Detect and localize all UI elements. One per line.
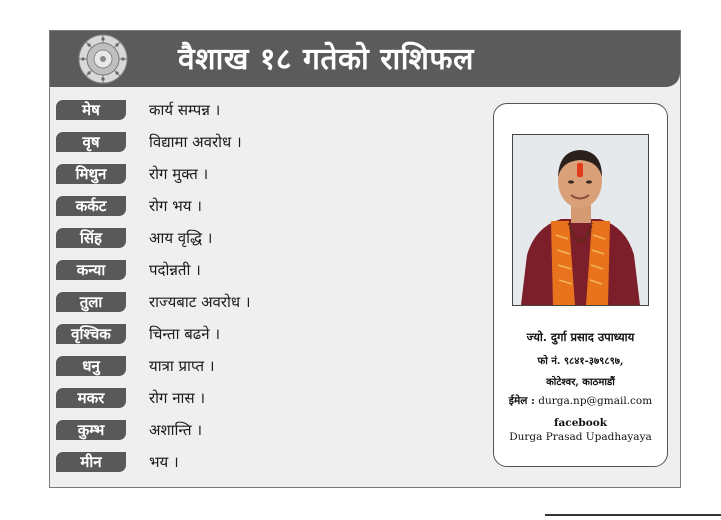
- astrologer-card: [493, 103, 668, 467]
- sign-badge: कर्कट: [56, 196, 126, 216]
- sign-badge: मीन: [56, 452, 126, 472]
- email-label: ईमेल :: [508, 395, 535, 407]
- sign-reading: चिन्ता बढने ।: [149, 325, 221, 343]
- zodiac-wheel-icon: [78, 34, 128, 84]
- sign-badge: धनु: [56, 356, 126, 376]
- sign-badge: तुला: [56, 292, 126, 312]
- astrologer-email-line: [494, 394, 667, 408]
- astrologer-address: कोटेश्वर, काठमाडौं: [546, 377, 615, 388]
- astrologer-name: ज्यो. दुर्गा प्रसाद उपाध्याय: [526, 330, 635, 344]
- facebook-name: Durga Prasad Upadhayaya: [509, 431, 652, 443]
- horoscope-panel: [49, 30, 681, 488]
- sign-reading: रोग नास ।: [149, 389, 206, 407]
- astrologer-photo: [512, 134, 649, 306]
- portrait-illustration: [513, 135, 648, 305]
- sign-badge: मिथुन: [56, 164, 126, 184]
- email-value: durga.np@gmail.com: [538, 395, 653, 407]
- sign-badge: मकर: [56, 388, 126, 408]
- sign-badge: वृष: [56, 132, 126, 152]
- sign-badge: सिंह: [56, 228, 126, 248]
- sign-reading: राज्यबाट अवरोध ।: [149, 293, 251, 311]
- sign-reading: विद्यामा अवरोध ।: [149, 133, 242, 151]
- sign-reading: रोग भय ।: [149, 197, 202, 215]
- header-banner: [50, 31, 680, 87]
- sign-reading: पदोन्नती ।: [149, 261, 201, 279]
- sign-badge: वृश्चिक: [56, 324, 126, 344]
- page-title: वैशाख १८ गतेको राशिफल: [178, 42, 474, 77]
- sign-reading: आय वृद्धि ।: [149, 229, 213, 247]
- sign-reading: कार्य सम्पन्न ।: [149, 101, 221, 119]
- sign-badge: कन्या: [56, 260, 126, 280]
- sign-badge: कुम्भ: [56, 420, 126, 440]
- sign-reading: अशान्ति ।: [149, 421, 203, 439]
- sign-reading: रोग मुक्त ।: [149, 165, 209, 183]
- sign-reading: भय ।: [149, 453, 179, 471]
- bottom-divider: [545, 514, 721, 516]
- sign-badge: मेष: [56, 100, 126, 120]
- facebook-label: facebook: [553, 417, 608, 429]
- astrologer-phone: फो नं. ९८४१-३७९८९७,: [537, 356, 624, 367]
- sign-reading: यात्रा प्राप्त ।: [149, 357, 215, 375]
